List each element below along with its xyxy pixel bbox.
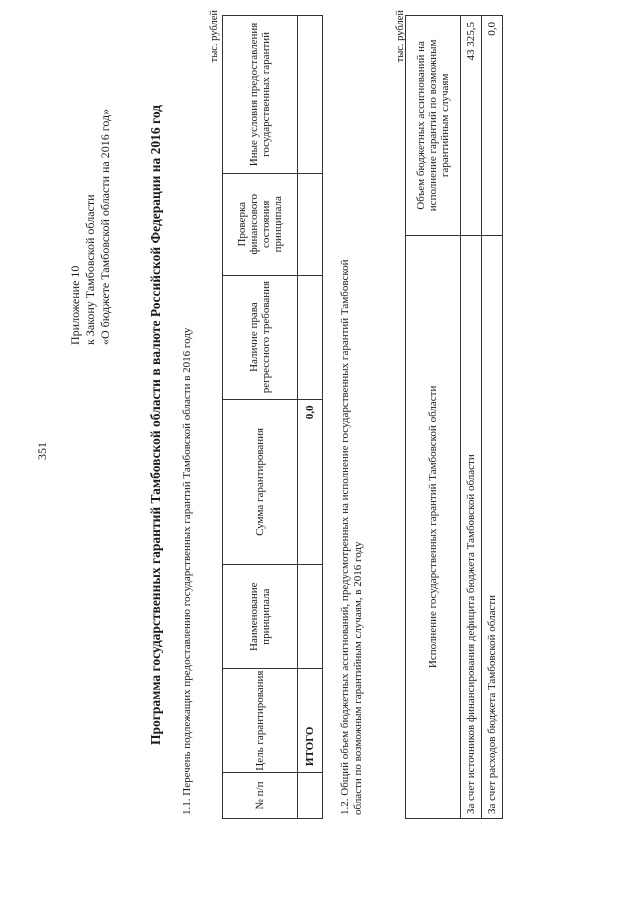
column-header-execution: Исполнение государственных гарантий Тамбовской области: [406, 235, 461, 818]
appendix-reference: [68, 5, 113, 345]
total-recourse-cell: [298, 275, 323, 399]
document-title: Программа государственных гарантий Тамбовской области в валюте Российской Федерации на 2016 год: [148, 104, 163, 746]
guarantees-table-total-row: [298, 16, 323, 819]
page-number: 351: [35, 442, 49, 460]
allocations-table-header: [406, 16, 461, 819]
column-header-other-conditions: Иные условия предоставления государственных гарантий: [223, 16, 298, 174]
total-principal-cell: [298, 565, 323, 669]
total-amount: 0,0: [298, 399, 323, 565]
total-other-conditions-cell: [298, 16, 323, 174]
section-2-heading: 1.2. Общий объем бюджетных ассигнований, предусмотренных на исполнение государственных гарантий Тамбовской области по возможным гарантийным случаям, в 2016 году: [339, 259, 364, 815]
column-header-principal: Наименование принципала: [223, 565, 298, 669]
appendix-law: к Закону Тамбовской области: [83, 194, 97, 345]
row-label: За счет источников финансирования дефицита бюджета Тамбовской области: [461, 235, 482, 818]
section-2-units: тыс. рублей: [395, 10, 406, 63]
appendix-number: Приложение 10: [68, 265, 82, 345]
section-1-units: тыс. рублей: [209, 10, 220, 63]
row-value: 43 325,5: [461, 16, 482, 236]
row-value: 0,0: [482, 16, 503, 236]
section-1-heading: 1.1. Перечень подлежащих предоставлению государственных гарантий Тамбовской области в 2016 году: [181, 327, 193, 815]
row-label: За счет расходов бюджета Тамбовской области: [482, 235, 503, 818]
total-label: ИТОГО: [298, 669, 323, 773]
guarantees-table: [222, 15, 323, 819]
total-financial-check-cell: [298, 173, 323, 275]
table-row: [482, 16, 503, 819]
column-header-allocation-volume: Объем бюджетных ассигнований на исполнение гарантий по возможным гарантийным случаям: [406, 16, 461, 236]
column-header-financial-check: Проверка финансового состояния принципала: [223, 173, 298, 275]
column-header-recourse: Наличие права регрессного требования: [223, 275, 298, 399]
column-header-purpose: Цель гарантирования: [223, 669, 298, 773]
column-header-amount: Сумма гарантирования: [223, 399, 298, 565]
allocations-table: [405, 15, 503, 819]
appendix-law-title: «О бюджете Тамбовской области на 2016 год»: [98, 108, 112, 345]
guarantees-table-header: [223, 16, 298, 819]
column-header-number: № п/п: [223, 773, 298, 819]
table-row: [461, 16, 482, 819]
total-number-cell: [298, 773, 323, 819]
